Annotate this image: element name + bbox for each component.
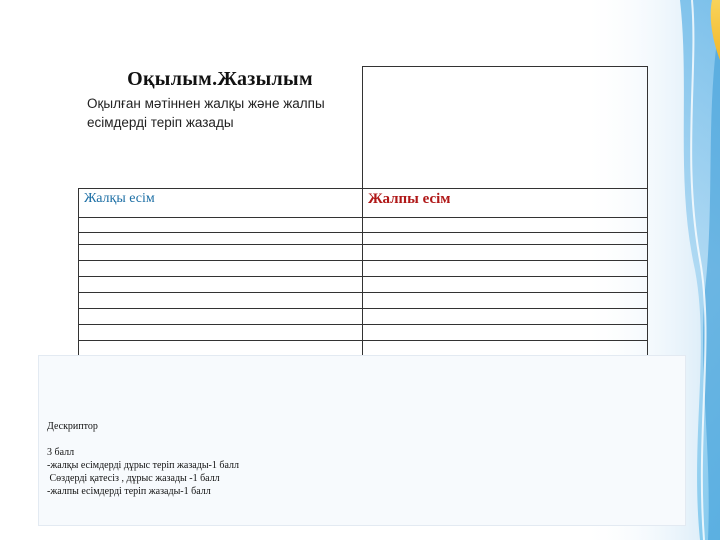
column-header-common-noun: Жалпы есім <box>368 191 451 207</box>
descriptor-text <box>47 420 239 498</box>
descriptor-criterion-2: Сөздерді қатесіз , дұрыс жазады -1 балл <box>47 473 220 484</box>
descriptor-criterion-3: -жалпы есімдерді теріп жазады-1 балл <box>47 486 211 497</box>
page-title: Оқылым.Жазылым <box>127 68 313 90</box>
descriptor-criterion-1: -жалқы есімдерді дұрыс теріп жазады-1 балл <box>47 460 239 471</box>
descriptor-heading: Дескриптор <box>47 421 98 432</box>
title-cell <box>78 60 362 188</box>
task-instruction <box>87 94 362 132</box>
task-instruction-line-1: Оқылған мәтіннен жалқы және жалпы <box>87 96 325 111</box>
column-header-proper-noun: Жалқы есім <box>84 191 155 206</box>
task-instruction-line-2: есімдерді теріп жазады <box>87 115 234 130</box>
descriptor-box <box>38 355 686 526</box>
descriptor-score: 3 балл <box>47 447 75 458</box>
